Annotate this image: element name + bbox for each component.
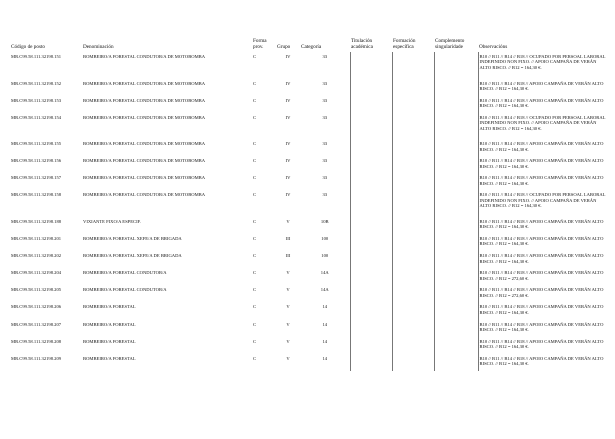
cell-complemento xyxy=(434,337,478,354)
cell-forma-prov: C xyxy=(253,304,257,310)
cell-categoria: 33 xyxy=(322,80,328,86)
header-complemento: Complemento singularidade xyxy=(435,38,465,50)
cell-observacions: B10 // B11 // B14 // B18 // APOIO CAMPAÑA DE VERÁN ALTO RISCO. // B12 = 164,30 €. xyxy=(478,320,608,337)
cell-observacions: B10 // B11 // B14 // B18 // APOIO CAMPAÑA DE VERÁN ALTO RISCO. // B12 = 164,30 €. xyxy=(478,302,608,319)
cell-codigo: MR.C99.58.111.32198.207 xyxy=(11,321,62,327)
cell-forma-prov: C xyxy=(253,175,257,181)
cell-forma-prov: C xyxy=(253,192,257,198)
cell-grupo: V xyxy=(286,218,290,224)
cell-grupo: V xyxy=(286,287,290,293)
cell-grupo: IV xyxy=(285,80,291,86)
cell-formacion xyxy=(392,217,434,234)
cell-formacion xyxy=(392,251,434,268)
cell-denominacion: BOMBEIRO/A FORESTAL CONDUTOR/A xyxy=(83,287,167,293)
table-body xyxy=(10,52,608,371)
header-categoria: Categoría xyxy=(301,44,322,50)
cell-denominacion: BOMBEIRO/A FORESTAL XEFE/A DE BRIGADA xyxy=(83,236,182,242)
cell-observacions: B10 // B11 // B14 // B18 // APOIO CAMPAÑA DE VERÁN ALTO RISCO. // B12 = 164,30 €. xyxy=(478,79,608,96)
cell-denominacion: VIXIANTE FIXO/A ESPECIF. xyxy=(83,218,141,224)
cell-formacion xyxy=(392,113,434,140)
cell-complemento xyxy=(434,217,478,234)
header-codigo: Código de posto xyxy=(11,44,46,50)
cell-observacions: B10 // B11 // B14 // B18 // APOIO CAMPAÑA DE VERÁN ALTO RISCO. // B12 = 272,60 €. xyxy=(478,268,608,285)
cell-grupo: IV xyxy=(285,97,291,103)
cell-grupo: V xyxy=(286,321,290,327)
cell-titulacion xyxy=(350,285,392,302)
cell-grupo: IV xyxy=(285,158,291,164)
cell-denominacion: BOMBEIRO/A FORESTAL CONDUTOR/A DE MOTOBOMBA xyxy=(83,141,206,147)
cell-forma-prov: C xyxy=(253,355,257,361)
cell-categoria: 33 xyxy=(322,54,328,59)
cell-observacions: B10 // B11 // B14 // B18 // APOIO CAMPAÑA DE VERÁN ALTO RISCO. // B12 = 164,30 €. xyxy=(478,234,608,251)
posts-table xyxy=(10,33,608,371)
cell-forma-prov: C xyxy=(253,321,257,327)
cell-titulacion xyxy=(350,337,392,354)
cell-formacion xyxy=(392,139,434,156)
cell-titulacion xyxy=(350,173,392,190)
cell-formacion xyxy=(392,156,434,173)
cell-observacions: B10 // B11 // B14 // B18 // APOIO CAMPAÑA DE VERÁN ALTO RISCO. // B12 = 164,30 €. xyxy=(478,354,608,371)
cell-codigo: MR.C99.58.111.32198.158 xyxy=(11,192,62,198)
table-row xyxy=(10,302,608,319)
cell-observacions: B10 // B11 // B14 // B18 // OCUPADO POR PERSOAL LABORAL INDEFINIDO NON FIXO. // APOIO CAMPAÑA DE VERÁN ALTO RISCO. // B12 = 164,30 €. xyxy=(478,190,608,217)
cell-forma-prov: C xyxy=(253,141,257,147)
cell-grupo: IV xyxy=(285,114,291,120)
cell-codigo: MR.C99.58.111.32198.206 xyxy=(11,304,62,310)
cell-categoria: 33 xyxy=(322,158,328,164)
cell-grupo: IV xyxy=(285,54,291,59)
cell-titulacion xyxy=(350,79,392,96)
cell-complemento xyxy=(434,156,478,173)
cell-categoria: 100 xyxy=(321,236,329,242)
cell-codigo: MR.C99.58.111.32198.157 xyxy=(11,175,62,181)
header-observacions: Observacións xyxy=(479,44,508,50)
cell-denominacion: BOMBEIRO/A FORESTAL CONDUTOR/A DE MOTOBOMBA xyxy=(83,54,206,59)
table-row xyxy=(10,156,608,173)
cell-complemento xyxy=(434,285,478,302)
cell-formacion xyxy=(392,234,434,251)
cell-forma-prov: C xyxy=(253,54,257,59)
cell-formacion xyxy=(392,285,434,302)
cell-titulacion xyxy=(350,234,392,251)
cell-forma-prov: C xyxy=(253,218,257,224)
cell-denominacion: BOMBEIRO/A FORESTAL xyxy=(83,338,136,344)
table-row xyxy=(10,354,608,371)
cell-titulacion xyxy=(350,268,392,285)
cell-observacions: B10 // B11 // B14 // B18 // APOIO CAMPAÑA DE VERÁN ALTO RISCO. // B12 = 164,30 €. xyxy=(478,173,608,190)
cell-formacion xyxy=(392,173,434,190)
cell-codigo: MR.C99.58.111.32198.154 xyxy=(11,114,62,120)
cell-titulacion xyxy=(350,52,392,79)
cell-denominacion: BOMBEIRO/A FORESTAL CONDUTOR/A DE MOTOBOMBA xyxy=(83,114,206,120)
cell-grupo: V xyxy=(286,338,290,344)
cell-categoria: 14A xyxy=(320,270,329,276)
cell-grupo: V xyxy=(286,304,290,310)
cell-formacion xyxy=(392,190,434,217)
cell-observacions: B10 // B11 // B14 // B18 // OCUPADO POR PERSOAL LABORAL INDEFINIDO NON FIXO. // APOIO CAMPAÑA DE VERÁN ALTO RISCO. // B12 = 164,30 €. xyxy=(478,113,608,140)
cell-codigo: MR.C99.58.111.32198.188 xyxy=(11,218,62,224)
cell-titulacion xyxy=(350,139,392,156)
cell-complemento xyxy=(434,268,478,285)
cell-codigo: MR.C99.58.111.32198.204 xyxy=(11,270,62,276)
cell-observacions: B10 // B11 // B14 // B18 // OCUPADO POR PERSOAL LABORAL INDEFINIDO NON FIXO. // APOIO CAMPAÑA DE VERÁN ALTO RISCO. // B12 = 164,30 €. xyxy=(478,52,608,79)
table-row xyxy=(10,320,608,337)
cell-observacions: B10 // B11 // B14 // B18 // APOIO CAMPAÑA DE VERÁN ALTO RISCO. // B12 = 164,30 €. xyxy=(478,139,608,156)
cell-codigo: MR.C99.58.111.32198.201 xyxy=(11,236,62,242)
header-denominacion: Denominación xyxy=(83,44,114,50)
cell-codigo: MR.C99.58.111.32198.208 xyxy=(11,338,62,344)
cell-formacion xyxy=(392,268,434,285)
cell-formacion xyxy=(392,79,434,96)
cell-complemento xyxy=(434,190,478,217)
cell-denominacion: BOMBEIRO/A FORESTAL CONDUTOR/A xyxy=(83,270,167,276)
cell-grupo: III xyxy=(285,253,291,259)
cell-complemento xyxy=(434,354,478,371)
cell-grupo: IV xyxy=(285,175,291,181)
table-row xyxy=(10,96,608,113)
table-row xyxy=(10,268,608,285)
cell-grupo: IV xyxy=(285,192,291,198)
cell-formacion xyxy=(392,337,434,354)
header-grupo: Grupo xyxy=(277,44,291,50)
cell-titulacion xyxy=(350,302,392,319)
table-row xyxy=(10,217,608,234)
cell-categoria: 33 xyxy=(322,97,328,103)
cell-codigo: MR.C99.58.111.32198.202 xyxy=(11,253,62,259)
table-row xyxy=(10,113,608,140)
cell-forma-prov: C xyxy=(253,270,257,276)
cell-denominacion: BOMBEIRO/A FORESTAL xyxy=(83,321,136,327)
cell-categoria: 33 xyxy=(322,175,328,181)
table-row xyxy=(10,79,608,96)
cell-complemento xyxy=(434,96,478,113)
cell-titulacion xyxy=(350,96,392,113)
cell-grupo: V xyxy=(286,355,290,361)
header-formacion: Formación específica xyxy=(393,38,416,50)
cell-complemento xyxy=(434,52,478,79)
cell-titulacion xyxy=(350,251,392,268)
cell-formacion xyxy=(392,96,434,113)
table-row xyxy=(10,234,608,251)
cell-complemento xyxy=(434,302,478,319)
cell-denominacion: BOMBEIRO/A FORESTAL CONDUTOR/A DE MOTOBOMBA xyxy=(83,80,206,86)
cell-denominacion: BOMBEIRO/A FORESTAL CONDUTOR/A DE MOTOBOMBA xyxy=(83,175,206,181)
cell-grupo: IV xyxy=(285,141,291,147)
table-row xyxy=(10,52,608,79)
cell-denominacion: BOMBEIRO/A FORESTAL xyxy=(83,304,136,310)
header-titulacion: Titulación académica xyxy=(351,38,373,50)
cell-complemento xyxy=(434,320,478,337)
cell-denominacion: BOMBEIRO/A FORESTAL CONDUTOR/A DE MOTOBOMBA xyxy=(83,192,206,198)
cell-categoria: 33 xyxy=(322,141,328,147)
cell-complemento xyxy=(434,113,478,140)
table-row xyxy=(10,139,608,156)
table-row xyxy=(10,285,608,302)
table-header xyxy=(10,33,608,52)
table-row xyxy=(10,173,608,190)
cell-codigo: MR.C99.58.111.32198.205 xyxy=(11,287,62,293)
cell-observacions: B10 // B11 // B14 // B18 // APOIO CAMPAÑA DE VERÁN ALTO RISCO. // B12 = 164,30 €. xyxy=(478,96,608,113)
cell-codigo: MR.C99.58.111.32198.156 xyxy=(11,158,62,164)
cell-forma-prov: C xyxy=(253,97,257,103)
cell-complemento xyxy=(434,79,478,96)
cell-denominacion: BOMBEIRO/A FORESTAL CONDUTOR/A DE MOTOBOMBA xyxy=(83,158,206,164)
cell-observacions: B10 // B11 // B14 // B18 // APOIO CAMPAÑA DE VERÁN ALTO RISCO. // B12 = 272,60 €. xyxy=(478,285,608,302)
cell-complemento xyxy=(434,234,478,251)
cell-categoria: 14 xyxy=(322,321,328,327)
cell-observacions: B10 // B11 // B14 // B18 // APOIO CAMPAÑA DE VERÁN ALTO RISCO. // B12 = 164,30 €. xyxy=(478,156,608,173)
cell-forma-prov: C xyxy=(253,114,257,120)
cell-categoria: 33 xyxy=(322,114,328,120)
table-row xyxy=(10,251,608,268)
cell-codigo: MR.C99.58.111.32198.152 xyxy=(11,80,62,86)
cell-categoria: 100 xyxy=(321,253,329,259)
cell-complemento xyxy=(434,251,478,268)
cell-complemento xyxy=(434,173,478,190)
cell-complemento xyxy=(434,139,478,156)
cell-titulacion xyxy=(350,156,392,173)
cell-categoria: 33 xyxy=(322,192,328,198)
cell-titulacion xyxy=(350,320,392,337)
cell-denominacion: BOMBEIRO/A FORESTAL CONDUTOR/A DE MOTOBOMBA xyxy=(83,97,206,103)
cell-titulacion xyxy=(350,190,392,217)
cell-titulacion xyxy=(350,113,392,140)
cell-titulacion xyxy=(350,217,392,234)
cell-observacions: B10 // B11 // B14 // B18 // APOIO CAMPAÑA DE VERÁN ALTO RISCO. // B12 = 164,30 €. xyxy=(478,337,608,354)
cell-categoria: 10B xyxy=(320,218,329,224)
cell-codigo: MR.C99.58.111.32198.151 xyxy=(11,54,62,59)
table-row xyxy=(10,337,608,354)
cell-grupo: III xyxy=(285,236,291,242)
cell-forma-prov: C xyxy=(253,80,257,86)
cell-grupo: V xyxy=(286,270,290,276)
table-row xyxy=(10,190,608,217)
cell-forma-prov: C xyxy=(253,338,257,344)
cell-forma-prov: C xyxy=(253,158,257,164)
cell-formacion xyxy=(392,320,434,337)
cell-codigo: MR.C99.58.111.32198.209 xyxy=(11,355,62,361)
cell-forma-prov: C xyxy=(253,253,257,259)
cell-titulacion xyxy=(350,354,392,371)
cell-formacion xyxy=(392,354,434,371)
cell-denominacion: BOMBEIRO/A FORESTAL xyxy=(83,355,136,361)
header-forma-prov: Forma prov. xyxy=(253,38,267,50)
cell-formacion xyxy=(392,52,434,79)
cell-forma-prov: C xyxy=(253,287,257,293)
cell-observacions: B10 // B11 // B14 // B18 // APOIO CAMPAÑA DE VERÁN ALTO RISCO. // B12 = 164,30 €. xyxy=(478,217,608,234)
cell-categoria: 14 xyxy=(322,338,328,344)
cell-categoria: 14A xyxy=(320,287,329,293)
cell-formacion xyxy=(392,302,434,319)
cell-codigo: MR.C99.58.111.32198.153 xyxy=(11,97,62,103)
cell-forma-prov: C xyxy=(253,236,257,242)
cell-categoria: 14 xyxy=(322,355,328,361)
cell-categoria: 14 xyxy=(322,304,328,310)
cell-observacions: B10 // B11 // B14 // B18 // APOIO CAMPAÑA DE VERÁN ALTO RISCO. // B12 = 164,30 €. xyxy=(478,251,608,268)
cell-codigo: MR.C99.58.111.32198.155 xyxy=(11,141,62,147)
cell-denominacion: BOMBEIRO/A FORESTAL XEFE/A DE BRIGADA xyxy=(83,253,182,259)
